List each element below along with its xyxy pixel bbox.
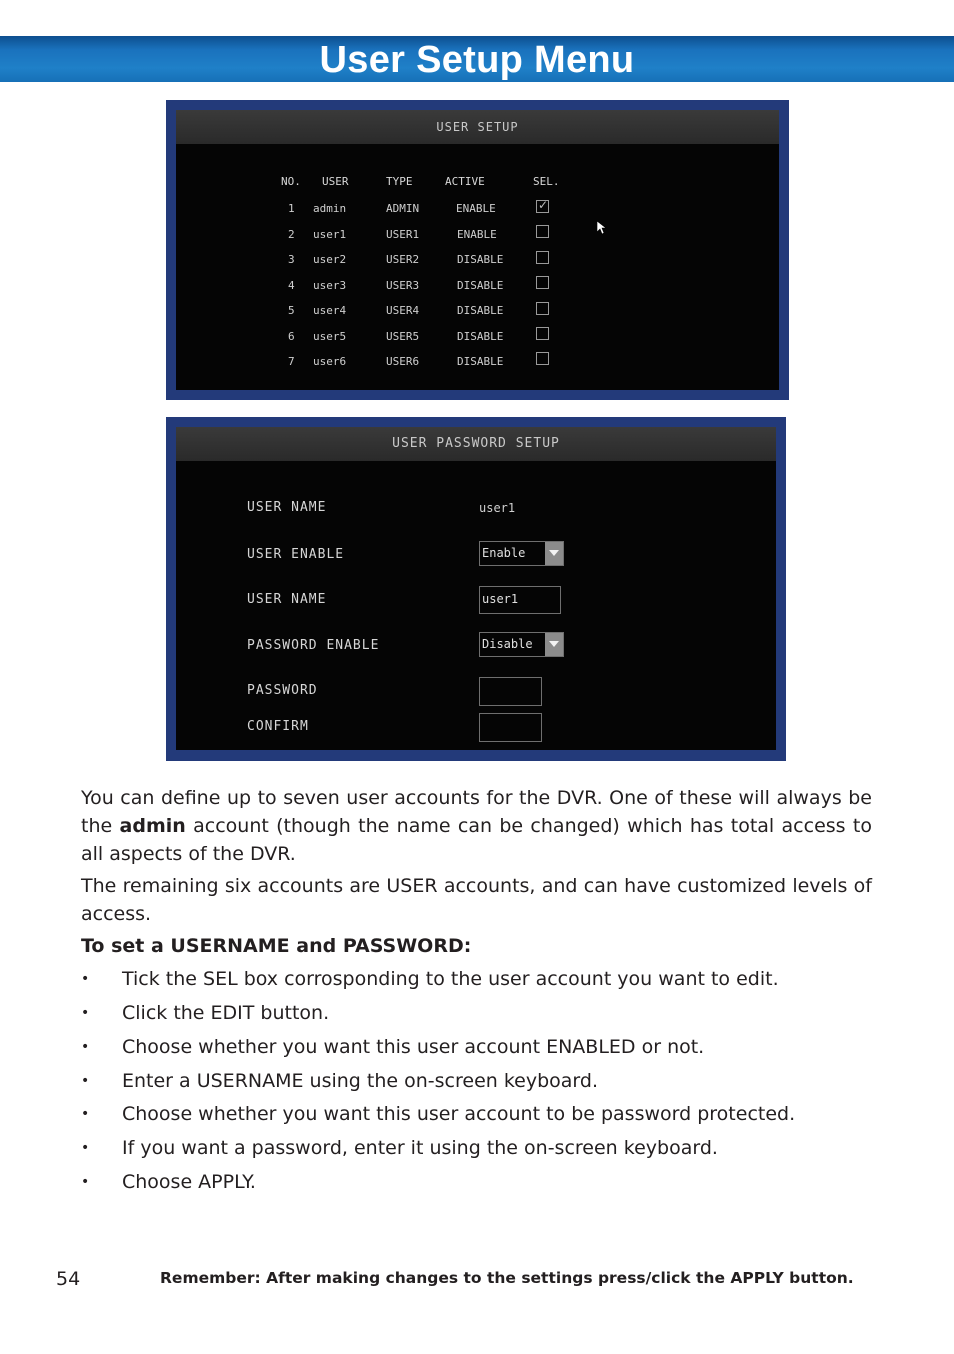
- sel-checkbox[interactable]: [536, 302, 549, 315]
- chevron-down-icon[interactable]: [545, 633, 563, 656]
- bullet-text: Choose APPLY.: [122, 1171, 256, 1193]
- row-no: 3: [288, 253, 295, 266]
- instructions-heading: To set a USERNAME and PASSWORD:: [81, 935, 472, 957]
- row-no: 6: [288, 330, 295, 343]
- row-type: USER6: [386, 355, 420, 368]
- page-title: User Setup Menu: [319, 39, 635, 81]
- row-user: user3: [313, 279, 347, 292]
- bullet-icon: •: [81, 1073, 90, 1089]
- sel-checkbox[interactable]: [536, 352, 549, 365]
- sel-checkbox[interactable]: [536, 327, 549, 340]
- intro-paragraph: [81, 784, 872, 868]
- sel-checkbox[interactable]: [536, 200, 549, 213]
- row-user: user2: [313, 253, 347, 266]
- bullet-text: If you want a password, enter it using the on-screen keyboard.: [122, 1137, 718, 1159]
- sel-checkbox[interactable]: [536, 251, 549, 264]
- row-type: USER5: [386, 330, 420, 343]
- row-active: ENABLE: [456, 202, 496, 215]
- password-setup-screen: [176, 427, 776, 750]
- row-type: USER2: [386, 253, 420, 266]
- col-no: NO.: [281, 175, 301, 188]
- password-enable-selected: Disable: [482, 637, 533, 651]
- col-sel: SEL.: [533, 175, 560, 188]
- row-no: 5: [288, 304, 295, 317]
- row-active: ENABLE: [457, 228, 497, 241]
- bullet-icon: •: [81, 1140, 90, 1156]
- password-enable-label: PASSWORD ENABLE: [247, 638, 380, 653]
- row-user: user4: [313, 304, 347, 317]
- user-name-value: user1: [479, 501, 516, 515]
- confirm-label: CONFIRM: [247, 719, 309, 734]
- intro-text-a: You can define up to seven user accounts for the DVR. One of these will always be the: [81, 787, 872, 837]
- row-type: USER3: [386, 279, 420, 292]
- bullet-icon: •: [81, 1174, 90, 1190]
- user-setup-screen: [176, 110, 779, 390]
- col-user: USER: [322, 175, 349, 188]
- user-enable-selected: Enable: [482, 546, 526, 560]
- password-label: PASSWORD: [247, 683, 318, 698]
- row-user: user1: [313, 228, 347, 241]
- bullet-text: Tick the SEL box corrosponding to the user account you want to edit.: [122, 968, 779, 990]
- footer-note: Remember: After making changes to the settings press/click the APPLY button.: [160, 1269, 854, 1287]
- user-name-field[interactable]: user1: [479, 586, 561, 614]
- bullet-text: Enter a USERNAME using the on-screen keyboard.: [122, 1070, 599, 1092]
- sel-checkbox[interactable]: [536, 225, 549, 238]
- admin-bold: admin: [119, 815, 186, 837]
- bullet-text: Choose whether you want this user account to be password protected.: [122, 1103, 796, 1125]
- row-user: user5: [313, 330, 347, 343]
- row-no: 4: [288, 279, 295, 292]
- user-enable-label: USER ENABLE: [247, 547, 345, 562]
- remaining-accounts-paragraph: The remaining six accounts are USER accounts, and can have customized levels of access.: [81, 875, 872, 925]
- col-type: TYPE: [386, 175, 413, 188]
- sel-checkbox[interactable]: [536, 276, 549, 289]
- row-type: ADMIN: [386, 202, 420, 215]
- col-active: ACTIVE: [445, 175, 485, 188]
- bullet-text: Click the EDIT button.: [122, 1002, 330, 1024]
- row-no: 2: [288, 228, 295, 241]
- row-no: 1: [288, 202, 295, 215]
- row-user: user6: [313, 355, 347, 368]
- row-type: USER1: [386, 228, 420, 241]
- row-active: DISABLE: [457, 253, 504, 266]
- user-setup-title: USER SETUP: [176, 110, 779, 144]
- password-enable-select[interactable]: [479, 632, 564, 657]
- bullet-text: Choose whether you want this user account ENABLED or not.: [122, 1036, 705, 1058]
- password-setup-screenshot: [166, 417, 786, 761]
- bullet-icon: •: [81, 1005, 90, 1021]
- user-name-label: USER NAME: [247, 500, 327, 515]
- password-setup-title: USER PASSWORD SETUP: [176, 427, 776, 461]
- row-type: USER4: [386, 304, 420, 317]
- bullet-icon: •: [81, 1106, 90, 1122]
- chevron-down-icon[interactable]: [545, 542, 563, 565]
- password-field[interactable]: [479, 677, 542, 706]
- confirm-field[interactable]: [479, 713, 542, 742]
- row-active: DISABLE: [457, 330, 504, 343]
- header-banner: [0, 36, 954, 82]
- page-number: 54: [56, 1268, 81, 1290]
- intro-text-b: account (though the name can be changed) which has total access to all aspects of the DVR.: [81, 815, 872, 865]
- row-no: 7: [288, 355, 295, 368]
- bullet-icon: •: [81, 971, 90, 987]
- row-user: admin: [313, 202, 347, 215]
- user-setup-screenshot: [166, 100, 789, 400]
- mouse-cursor-icon: [597, 221, 607, 235]
- row-active: DISABLE: [457, 355, 504, 368]
- row-active: DISABLE: [457, 279, 504, 292]
- row-active: DISABLE: [457, 304, 504, 317]
- user-name-label-2: USER NAME: [247, 592, 327, 607]
- bullet-icon: •: [81, 1039, 90, 1055]
- user-enable-select[interactable]: [479, 541, 564, 566]
